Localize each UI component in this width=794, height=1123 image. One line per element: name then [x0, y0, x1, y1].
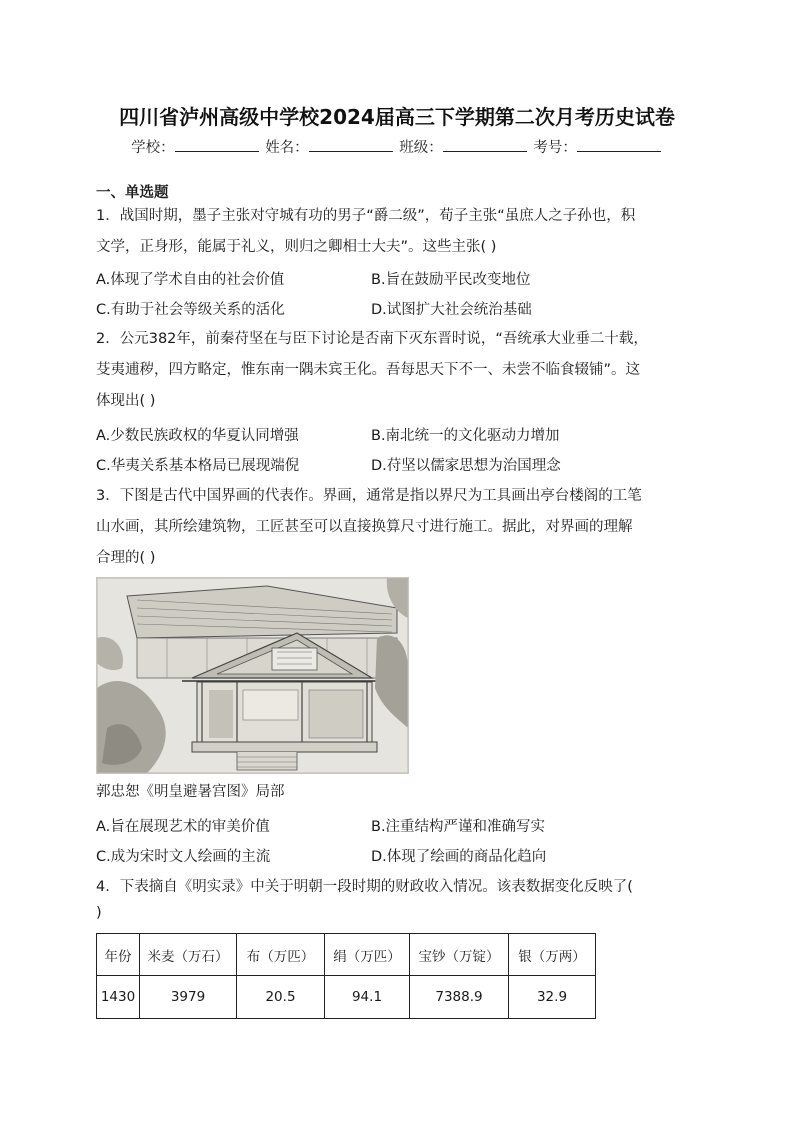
exam-title: 四川省泸州高级中学校2024届高三下学期第二次月考历史试卷: [119, 105, 675, 129]
table-cell: 3979: [140, 976, 237, 1019]
question-2-line-1: 2．公元382年，前秦苻坚在与臣下讨论是否南下灭东晋时说，“吾统承大业垂二十载，: [96, 331, 648, 347]
student-info-line: [0, 136, 794, 157]
question-2-options-row-1: [96, 424, 700, 444]
finance-table: [96, 933, 596, 1019]
table-cell: 1430: [97, 976, 140, 1019]
q3-option-c[interactable]: C.成为宋时文人绘画的主流: [96, 849, 271, 865]
q1-option-c[interactable]: C.有助于社会等级关系的活化: [96, 302, 285, 318]
number-label: 考号：: [533, 140, 577, 156]
name-label: 姓名：: [265, 140, 309, 156]
table-header-cell: 宝钞（万锭）: [410, 934, 509, 976]
question-2-line-3: 体现出( ): [96, 393, 156, 409]
painting-image: [96, 577, 409, 774]
q2-option-c[interactable]: C.华夷关系基本格局已展现端倪: [96, 458, 300, 474]
table-cell: 32.9: [509, 976, 596, 1019]
q2-option-b[interactable]: B.南北统一的文化驱动力增加: [371, 428, 560, 444]
question-4-stem: [96, 872, 700, 923]
question-4-line-1: 4．下表摘自《明实录》中关于明朝一段时期的财政收入情况。该表数据变化反映了(: [96, 879, 633, 895]
table-header-cell: 银（万两）: [509, 934, 596, 976]
section-heading: 一、单选题: [96, 185, 169, 201]
question-2-line-2: 芟夷逋秽，四方略定，惟东南一隅未宾王化。吾每思天下不一、未尝不临食辍铺”。这: [96, 362, 641, 378]
q1-option-b[interactable]: B.旨在鼓励平民改变地位: [371, 272, 531, 288]
question-3-options-row-1: [96, 815, 700, 835]
table-header-cell: 年份: [97, 934, 140, 976]
q3-option-b[interactable]: B.注重结构严谨和准确写实: [371, 819, 546, 835]
table-header-cell: 米麦（万石）: [140, 934, 237, 976]
class-label: 班级：: [399, 140, 443, 156]
question-4-line-2: ): [96, 905, 102, 921]
table-header-cell: 绢（万匹）: [325, 934, 410, 976]
question-3-line-2: 山水画，其所绘建筑物，工匠甚至可以直接换算尺寸进行施工。据此，对界画的理解: [96, 519, 633, 535]
table-header-row: [97, 934, 596, 976]
question-3-options-row-2: [96, 845, 700, 865]
question-1-options-row-2: [96, 298, 700, 318]
school-blank[interactable]: [175, 137, 259, 152]
class-blank[interactable]: [443, 137, 527, 152]
q2-option-a[interactable]: A.少数民族政权的华夏认同增强: [96, 428, 299, 444]
name-blank[interactable]: [309, 137, 393, 152]
question-3-line-3: 合理的( ): [96, 550, 156, 566]
question-1-line-1: 1．战国时期，墨子主张对守城有功的男子“爵二级”，荀子主张“虽庶人之子孙也，积: [96, 208, 636, 224]
q3-option-a[interactable]: A.旨在展现艺术的审美价值: [96, 819, 270, 835]
question-2-stem: [96, 324, 700, 417]
table-cell: 7388.9: [410, 976, 509, 1019]
q3-option-d[interactable]: D.体现了绘画的商品化趋向: [371, 849, 547, 865]
table-header-cell: 布（万匹）: [237, 934, 325, 976]
table-cell: 94.1: [325, 976, 410, 1019]
question-1-line-2: 文学，正身形，能属于礼义，则归之卿相士大夫”。这些主张( ): [96, 239, 497, 255]
school-label: 学校：: [131, 140, 175, 156]
question-1-options-row-1: [96, 268, 700, 288]
painting-caption: 郭忠恕《明皇避暑宫图》局部: [96, 784, 285, 800]
question-3-line-1: 3．下图是古代中国界画的代表作。界画，通常是指以界尺为工具画出亭台楼阁的工笔: [96, 488, 642, 504]
q1-option-d[interactable]: D.试图扩大社会统治基础: [371, 302, 532, 318]
question-2-options-row-2: [96, 454, 700, 474]
question-1-stem: [96, 201, 700, 263]
number-blank[interactable]: [577, 137, 661, 152]
q1-option-a[interactable]: A.体现了学术自由的社会价值: [96, 272, 285, 288]
q2-option-d[interactable]: D.苻坚以儒家思想为治国理念: [371, 458, 561, 474]
table-row: [97, 976, 596, 1019]
table-cell: 20.5: [237, 976, 325, 1019]
pavilion-painting-illustration: [97, 578, 408, 773]
question-3-stem: [96, 481, 700, 574]
